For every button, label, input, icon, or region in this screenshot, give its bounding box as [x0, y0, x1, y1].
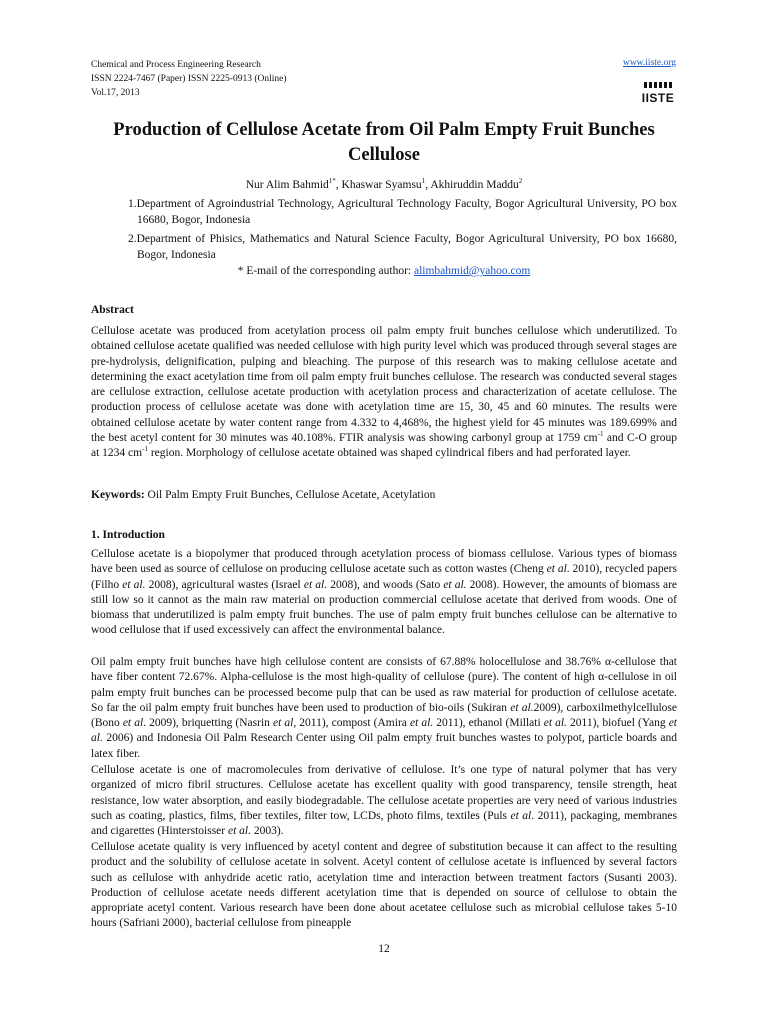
journal-website-link[interactable]: www.iiste.org — [622, 58, 676, 68]
abstract-text: Cellulose acetate was produced from acetylation process oil palm empty fruit bunches cellulose which underutilized. To obtained cellulose acetate qualified was needed cellulose with high purity level which was produced through several stages are pre-hydrolysis, delignification, pulping and bleaching. The purpose of this research was to making cellulose acetate and determining the exact acetylation time from oil palm empty fruit bunches cellulose. The research was conducted several stages are cellulose extraction, cellulose acetate production with acetylation process and characterization of acetate cellulose. The production process of cellulose acetate was done with acetylation time are 15, 30, 45 and 60 minutes. The results were obtained cellulose acetate by water content range from 4.332 to 4,468%, the highest yield for 45 minutes was 189.699% and the best acetyl content for 30 minutes was 40.108%. FTIR analysis was showing carbonyl group at 1759 $cm^{-1}$ and C-O group at 1234 $cm^{-1}$ region. Morphology of cellulose acetate obtained was shaped cylindrical fibers and had perforated layer. — [91, 325, 677, 460]
intro-paragraph-4: Cellulose acetate quality is very influenced by acetyl content and degree of substitution because it can affect to the resulting product and the solubility of cellulose acetate in solvent. Acetyl content of cellulose acetate is influenced by several factors such as cellulose with anhydride acetic ratio, acetylation time and interaction between treatment factors (Susanti 2003). Production of cellulose acetate needs different acetylation time that is depended on source of cellulose to obtain the appropriate acetyl content. Various research have been done about acetatee cellulose such as microbial cellulose takes 5-10 hours (Safriani 2000), bacterial cellulose from pineapple — [91, 841, 677, 930]
logo-bars-icon — [644, 82, 672, 88]
intro-paragraph-1: Cellulose acetate is a biopolymer that produced through acetylation process of biomass cellulose. Various types of biomass have been used as source of cellulose on producing cellulose acetate such as cotton wastes (Cheng et al. 2010), recycled papers (Filho et al. 2008), agricultural wastes (Israel et al. 2008), and woods (Sato et al. 2008). However, the amounts of biomass are still low so it cannot as the main raw material on production commercial cellulose acetate that derived from woods. One of biomass that underutilized is palm empty fruit bunches. The use of palm empty fruit bunches cellulose can be alternative to wood cellulose that if used excessively can affect the environmental balance. — [91, 548, 678, 637]
keywords-text: Oil Palm Empty Fruit Bunches, Cellulose Acetate, Acetylation — [144, 489, 436, 501]
keywords-label: Keywords: — [91, 489, 145, 501]
intro-paragraph-2: Oil palm empty fruit bunches have high cellulose content are consists of 67.88% holocellulose and 38.76% α-cellulose that have fiber content 72.67%. Alpha-cellulose is the most high-quality of cellulose (pure). The content of high α-cellulose in oil palm empty fruit bunches can be processed become pulp that can be used as raw material for production of cellulose acetate. So far the oil palm empty fruit bunches have been used to production of bio-oils (Sukiran et al.2009), carboxilmethylcellulose (Bono et al. 2009), briquetting (Nasrin et al, 2011), compost (Amira et al. 2011), ethanol (Millati et al. 2011), biofuel (Yang et al. 2006) and Indonesia Oil Palm Research Center using Oil palm empty fruit bunches wastes to polypot, particle boards and latex fiber. — [91, 656, 677, 760]
logo-text: IISTE — [641, 91, 675, 105]
journal-header — [91, 58, 287, 100]
page-number: 12 — [378, 943, 390, 955]
author-name: Nur Alim Bahmid — [245, 178, 329, 191]
paper-title: Production of Cellulose Acetate from Oil Palm Empty Fruit Bunches Cellulose — [113, 120, 655, 165]
keywords — [91, 489, 677, 501]
journal-name: Chemical and Process Engineering Research — [91, 60, 261, 70]
author-affil-mark: 1* — [328, 177, 336, 185]
author-affil-mark: 1 — [421, 177, 426, 185]
iiste-logo — [640, 82, 676, 104]
author-affil-mark: 2 — [518, 177, 523, 185]
corresponding-email — [91, 265, 677, 277]
email-label: * E-mail of the corresponding author: — [237, 265, 414, 277]
intro-paragraph-3: Cellulose acetate is one of macromolecules from derivative of cellulose. It’s one type of natural polymer that has very organized of micro fibril structures. Cellulose acetate has excellent quality with good transparency, tensile strength, heat resistance, low water absorption, and easily biodegradable. The cellulose acetate properties are very need of various industries such as coating, plastics, films, fiber textiles, filter tow, LCDs, photo films, textiles (Puls et al. 2011), packaging, membranes and cigarettes (Hinterstoisser et al. 2003). — [91, 764, 677, 838]
journal-issn: ISSN 2224-7467 (Paper) ISSN 2225-0913 (Online) — [91, 74, 287, 84]
author-list: Nur Alim Bahmid$^{1*}$, Khaswar Syamsu$^1$, Akhiruddin Maddu$^2$ — [245, 177, 523, 191]
affiliation-1: 1.Department of Agroindustrial Technology, Agricultural Technology Faculty, Bogor Agricultural University, PO box 16680, Bogor, Indonesia — [128, 198, 677, 226]
journal-volume: Vol.17, 2013 — [91, 88, 140, 98]
abstract-heading: Abstract — [91, 304, 134, 316]
affiliation-2: 2.Department of Phisics, Mathematics and Natural Science Faculty, Bogor Agricultural University, PO box 16680, Bogor, Indonesia — [128, 233, 677, 261]
author-name: Khaswar Syamsu — [341, 178, 422, 191]
intro-heading: 1. Introduction — [91, 529, 165, 541]
author-name: Akhiruddin Maddu — [430, 178, 519, 191]
email-link[interactable]: alimbahmid@yahoo.com — [413, 265, 531, 277]
